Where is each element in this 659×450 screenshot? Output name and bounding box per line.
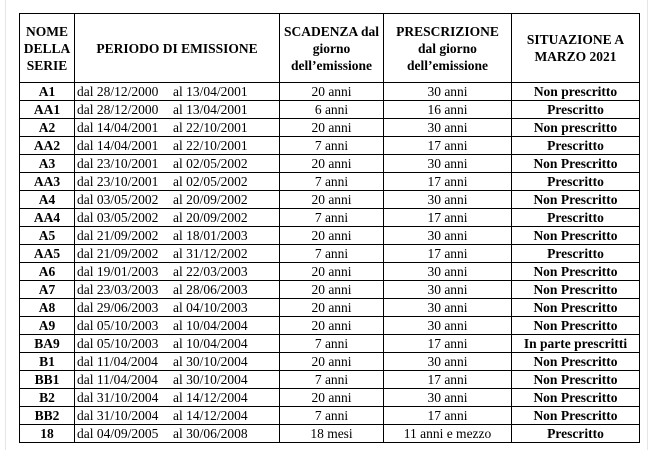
table-row <box>20 173 640 191</box>
period-from: dal 03/05/2002 <box>77 209 159 225</box>
expiry-value: 7 anni <box>280 407 384 425</box>
table-row <box>20 155 640 173</box>
emission-period <box>75 425 280 443</box>
expiry-value: 20 anni <box>280 281 384 299</box>
prescription-value: 17 anni <box>384 407 512 425</box>
status-value: Non Prescritto <box>512 317 640 335</box>
emission-period <box>75 101 280 119</box>
period-from: dal 29/06/2003 <box>77 299 159 315</box>
emission-period <box>75 335 280 353</box>
period-to: al 30/10/2004 <box>173 353 248 369</box>
series-name: A5 <box>20 227 75 245</box>
prescription-value: 17 anni <box>384 209 512 227</box>
header-row <box>20 14 640 83</box>
expiry-value: 20 anni <box>280 119 384 137</box>
series-name: A9 <box>20 317 75 335</box>
prescription-value: 17 anni <box>384 173 512 191</box>
series-name: AA4 <box>20 209 75 227</box>
period-to: al 20/09/2002 <box>173 191 248 207</box>
series-name: A8 <box>20 299 75 317</box>
emission-period <box>75 317 280 335</box>
emission-period <box>75 245 280 263</box>
table-row <box>20 245 640 263</box>
prescription-value: 17 anni <box>384 245 512 263</box>
period-to: al 18/01/2003 <box>173 227 248 243</box>
expiry-value: 7 anni <box>280 209 384 227</box>
prescription-value: 30 anni <box>384 281 512 299</box>
prescription-value: 30 anni <box>384 191 512 209</box>
emission-period <box>75 155 280 173</box>
period-from: dal 04/09/2005 <box>77 425 159 441</box>
table-row <box>20 227 640 245</box>
period-to: al 31/12/2002 <box>173 245 248 261</box>
table-row <box>20 389 640 407</box>
prescription-value: 30 anni <box>384 353 512 371</box>
period-to: al 30/06/2008 <box>173 425 248 441</box>
period-from: dal 23/10/2001 <box>77 155 159 171</box>
period-from: dal 11/04/2004 <box>77 353 158 369</box>
table-row <box>20 119 640 137</box>
emission-period <box>75 263 280 281</box>
status-value: Prescritto <box>512 245 640 263</box>
table-row <box>20 209 640 227</box>
header-prescription: PRESCRIZIONE dal giorno dell’emissione <box>384 14 512 83</box>
header-period: PERIODO DI EMISSIONE <box>75 14 280 83</box>
prescription-value: 17 anni <box>384 137 512 155</box>
period-from: dal 05/10/2003 <box>77 335 159 351</box>
period-to: al 14/12/2004 <box>173 389 248 405</box>
expiry-value: 7 anni <box>280 335 384 353</box>
series-name: BB1 <box>20 371 75 389</box>
expiry-value: 7 anni <box>280 137 384 155</box>
table-row <box>20 407 640 425</box>
emission-period <box>75 299 280 317</box>
series-name: A3 <box>20 155 75 173</box>
emission-period <box>75 371 280 389</box>
expiry-value: 7 anni <box>280 173 384 191</box>
period-to: al 28/06/2003 <box>173 281 248 297</box>
prescription-value: 17 anni <box>384 371 512 389</box>
period-to: al 22/10/2001 <box>173 119 248 135</box>
table-row <box>20 281 640 299</box>
table-row <box>20 299 640 317</box>
period-from: dal 21/09/2002 <box>77 245 159 261</box>
period-to: al 02/05/2002 <box>173 173 248 189</box>
period-from: dal 31/10/2004 <box>77 407 159 423</box>
expiry-value: 20 anni <box>280 353 384 371</box>
emission-period <box>75 137 280 155</box>
header-name: NOME DELLA SERIE <box>20 14 75 83</box>
emission-period <box>75 353 280 371</box>
prescription-value: 30 anni <box>384 83 512 101</box>
prescription-value: 30 anni <box>384 227 512 245</box>
expiry-value: 20 anni <box>280 83 384 101</box>
emission-period <box>75 281 280 299</box>
expiry-value: 7 anni <box>280 245 384 263</box>
prescription-value: 30 anni <box>384 263 512 281</box>
period-to: al 22/03/2003 <box>173 263 248 279</box>
expiry-value: 20 anni <box>280 389 384 407</box>
emission-period <box>75 407 280 425</box>
period-from: dal 23/10/2001 <box>77 173 159 189</box>
period-from: dal 31/10/2004 <box>77 389 159 405</box>
series-name: BB2 <box>20 407 75 425</box>
series-name: AA1 <box>20 101 75 119</box>
status-value: In parte prescritti <box>512 335 640 353</box>
status-value: Prescritto <box>512 137 640 155</box>
period-to: al 10/04/2004 <box>173 317 248 333</box>
prescription-value: 30 anni <box>384 155 512 173</box>
header-expiry: SCADENZA dal giorno dell’emissione <box>280 14 384 83</box>
status-value: Prescritto <box>512 101 640 119</box>
status-value: Prescritto <box>512 173 640 191</box>
page-edge-right <box>647 0 648 450</box>
series-table <box>19 13 640 443</box>
series-name: B2 <box>20 389 75 407</box>
expiry-value: 20 anni <box>280 263 384 281</box>
period-to: al 30/10/2004 <box>173 371 248 387</box>
status-value: Non prescritto <box>512 119 640 137</box>
status-value: Non Prescritto <box>512 389 640 407</box>
prescription-value: 30 anni <box>384 299 512 317</box>
table-row <box>20 335 640 353</box>
status-value: Non Prescritto <box>512 155 640 173</box>
period-from: dal 11/04/2004 <box>77 371 158 387</box>
prescription-value: 30 anni <box>384 389 512 407</box>
status-value: Non Prescritto <box>512 353 640 371</box>
status-value: Non Prescritto <box>512 371 640 389</box>
prescription-value: 16 anni <box>384 101 512 119</box>
series-name: A6 <box>20 263 75 281</box>
prescription-value: 11 anni e mezzo <box>384 425 512 443</box>
period-from: dal 19/01/2003 <box>77 263 159 279</box>
prescription-value: 17 anni <box>384 335 512 353</box>
status-value: Non Prescritto <box>512 281 640 299</box>
series-name: BA9 <box>20 335 75 353</box>
table-row <box>20 371 640 389</box>
status-value: Non Prescritto <box>512 263 640 281</box>
emission-period <box>75 227 280 245</box>
period-to: al 10/04/2004 <box>173 335 248 351</box>
prescription-value: 30 anni <box>384 317 512 335</box>
period-from: dal 23/03/2003 <box>77 281 159 297</box>
period-to: al 13/04/2001 <box>173 101 248 117</box>
series-name: A1 <box>20 83 75 101</box>
period-to: al 22/10/2001 <box>173 137 248 153</box>
series-name: A4 <box>20 191 75 209</box>
emission-period <box>75 389 280 407</box>
page-edge-left <box>5 0 6 450</box>
period-to: al 14/12/2004 <box>173 407 248 423</box>
period-from: dal 05/10/2003 <box>77 317 159 333</box>
expiry-value: 20 anni <box>280 155 384 173</box>
series-name: B1 <box>20 353 75 371</box>
emission-period <box>75 173 280 191</box>
emission-period <box>75 83 280 101</box>
header-status: SITUAZIONE A MARZO 2021 <box>512 14 640 83</box>
emission-period <box>75 191 280 209</box>
period-to: al 04/10/2003 <box>173 299 248 315</box>
period-from: dal 14/04/2001 <box>77 137 159 153</box>
period-from: dal 14/04/2001 <box>77 119 159 135</box>
period-from: dal 28/12/2000 <box>77 83 159 99</box>
table-row <box>20 83 640 101</box>
table-body <box>20 83 640 443</box>
period-from: dal 03/05/2002 <box>77 191 159 207</box>
series-name: AA2 <box>20 137 75 155</box>
expiry-value: 7 anni <box>280 371 384 389</box>
series-name: A2 <box>20 119 75 137</box>
table-row <box>20 101 640 119</box>
emission-period <box>75 119 280 137</box>
period-from: dal 21/09/2002 <box>77 227 159 243</box>
expiry-value: 6 anni <box>280 101 384 119</box>
period-to: al 20/09/2002 <box>173 209 248 225</box>
period-to: al 13/04/2001 <box>173 83 248 99</box>
table-row <box>20 317 640 335</box>
expiry-value: 20 anni <box>280 227 384 245</box>
table-row <box>20 137 640 155</box>
expiry-value: 18 mesi <box>280 425 384 443</box>
table-row <box>20 353 640 371</box>
series-name: AA5 <box>20 245 75 263</box>
table-row <box>20 191 640 209</box>
expiry-value: 20 anni <box>280 191 384 209</box>
emission-period <box>75 209 280 227</box>
status-value: Prescritto <box>512 209 640 227</box>
status-value: Non Prescritto <box>512 191 640 209</box>
table-row <box>20 263 640 281</box>
prescription-value: 30 anni <box>384 119 512 137</box>
expiry-value: 20 anni <box>280 317 384 335</box>
series-name: A7 <box>20 281 75 299</box>
status-value: Non Prescritto <box>512 227 640 245</box>
status-value: Non Prescritto <box>512 407 640 425</box>
series-name: AA3 <box>20 173 75 191</box>
status-value: Prescritto <box>512 425 640 443</box>
status-value: Non prescritto <box>512 83 640 101</box>
table-row <box>20 425 640 443</box>
period-from: dal 28/12/2000 <box>77 101 159 117</box>
period-to: al 02/05/2002 <box>173 155 248 171</box>
status-value: Non Prescritto <box>512 299 640 317</box>
series-name: 18 <box>20 425 75 443</box>
expiry-value: 20 anni <box>280 299 384 317</box>
